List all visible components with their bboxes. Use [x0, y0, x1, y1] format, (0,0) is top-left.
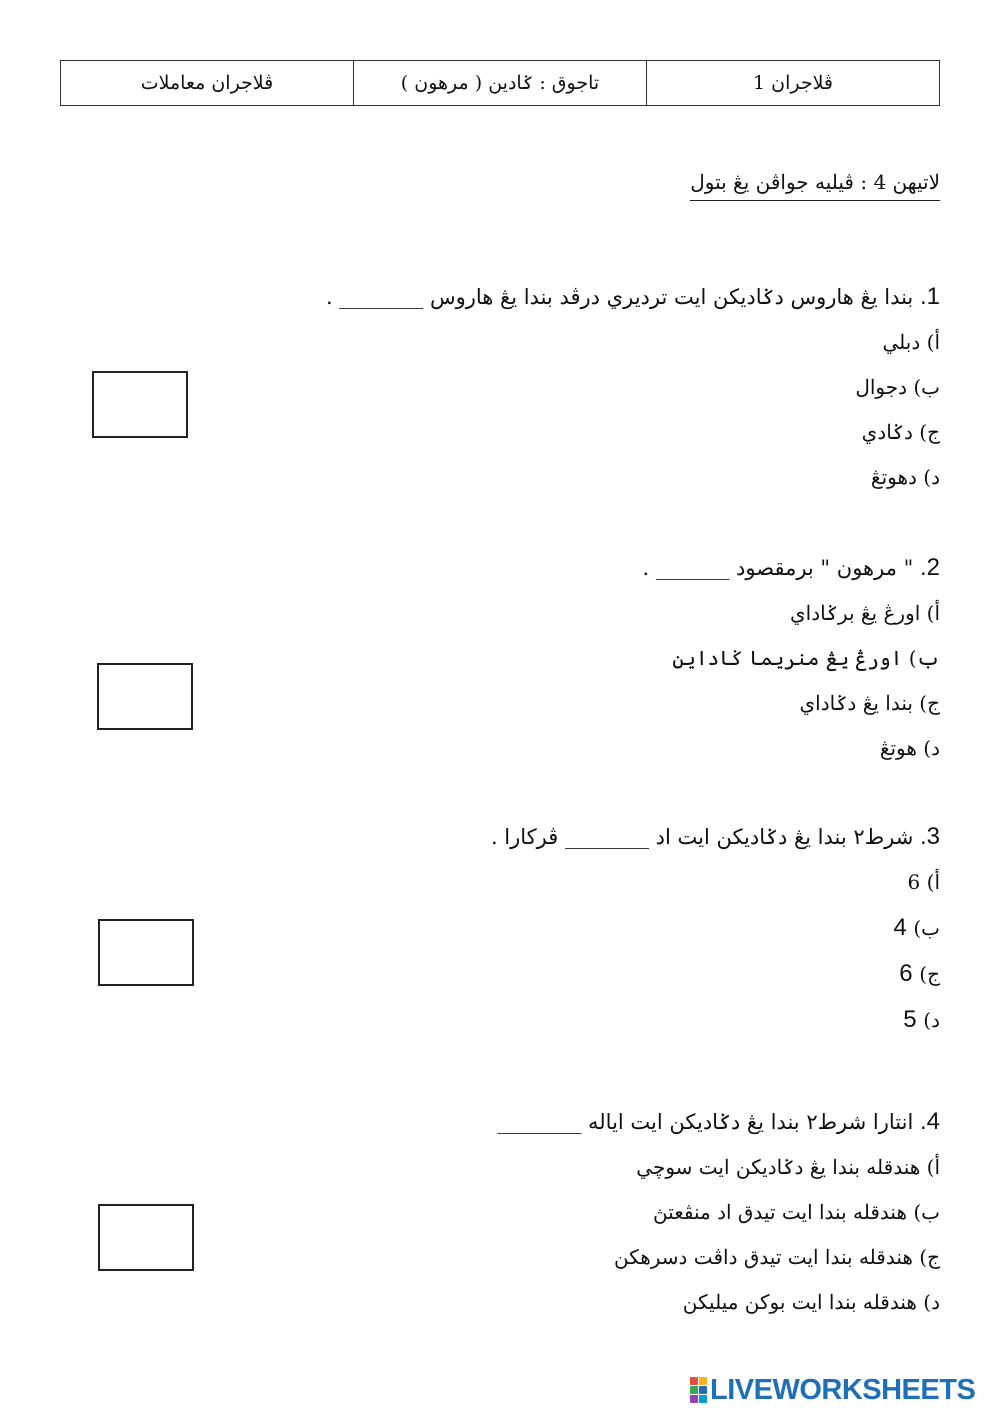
- question-1-option-c: ج) دݢادي: [861, 420, 940, 444]
- question-3-number: 3.: [919, 823, 940, 850]
- question-2-stem: [60, 553, 940, 583]
- question-3-text: شرط٢ بندا يڠ دݢاديكن ايت اد ________ ڤركارا .: [490, 825, 920, 849]
- logo-grid-icon: [690, 1377, 707, 1403]
- question-2: [60, 553, 940, 771]
- question-1-text: بندا يڠ هاروس دݢاديكن ايت ترديري درڤد بندا يڠ هاروس ________ .: [325, 285, 920, 309]
- question-1: [60, 282, 940, 500]
- question-2-option-b: ب) اورڠ يڠ منريما ݢاداين: [672, 646, 940, 670]
- question-4-option-c: ج) هندقله بندا ايت تيدق داڤت دسرهكن: [613, 1245, 940, 1269]
- exercise-instruction: لاتيهن 4 : ڤيليه جواڤن يڠ بتول: [690, 170, 940, 201]
- question-4-option-a: أ) هندقله بندا يڠ دݢاديكن ايت سوچي: [636, 1155, 940, 1179]
- question-2-text: " مرهون " برمقصود _______ .: [642, 556, 920, 580]
- question-3-option-c: ج) 6: [899, 960, 940, 987]
- question-1-stem: [60, 282, 940, 312]
- question-1-option-a: أ) دبلي: [882, 330, 940, 354]
- liveworksheets-logo: [690, 1372, 990, 1408]
- header-table: [60, 60, 940, 106]
- question-2-option-c: ج) بندا يڠ دݢاداي: [799, 691, 940, 715]
- question-4-answer-box[interactable]: [98, 1204, 194, 1271]
- question-1-option-b: ب) دجوال: [855, 375, 940, 399]
- question-4-number: 4.: [919, 1108, 940, 1135]
- question-2-answer-box[interactable]: [97, 663, 193, 730]
- question-1-number: 1.: [919, 283, 940, 310]
- header-cell-topic: تاجوق : ݢادين ( مرهون ): [354, 61, 647, 106]
- question-4-text: انتارا شرط٢ بندا يڠ دݢاديكن ايت اياله ________: [497, 1110, 920, 1134]
- question-2-option-a: أ) اورڠ يڠ برݢاداي: [790, 601, 940, 625]
- question-4-option-b: ب) هندقله بندا ايت تيدق اد منڤعتڽ: [652, 1200, 940, 1224]
- question-3-option-a: أ) 6: [907, 870, 940, 894]
- question-4-stem: [60, 1107, 940, 1137]
- question-3-answer-box[interactable]: [98, 919, 194, 986]
- question-4-option-d: د) هندقله بندا ايت بوكن ميليكن: [682, 1290, 940, 1314]
- question-1-option-d: د) دهوتڠ: [870, 465, 940, 489]
- question-2-option-d: د) هوتڠ: [879, 736, 940, 760]
- brand-text: LIVEWORKSHEETS: [710, 1373, 976, 1406]
- question-1-answer-box[interactable]: [92, 371, 188, 438]
- question-3-stem: [60, 822, 940, 852]
- question-3-option-b: ب) 4: [893, 914, 940, 941]
- question-3-option-d: د) 5: [903, 1006, 940, 1033]
- header-cell-subject: ڤلاجران معاملات: [61, 61, 354, 106]
- question-2-number: 2.: [919, 554, 940, 581]
- header-cell-lesson: ڤلاجران 1: [647, 61, 940, 106]
